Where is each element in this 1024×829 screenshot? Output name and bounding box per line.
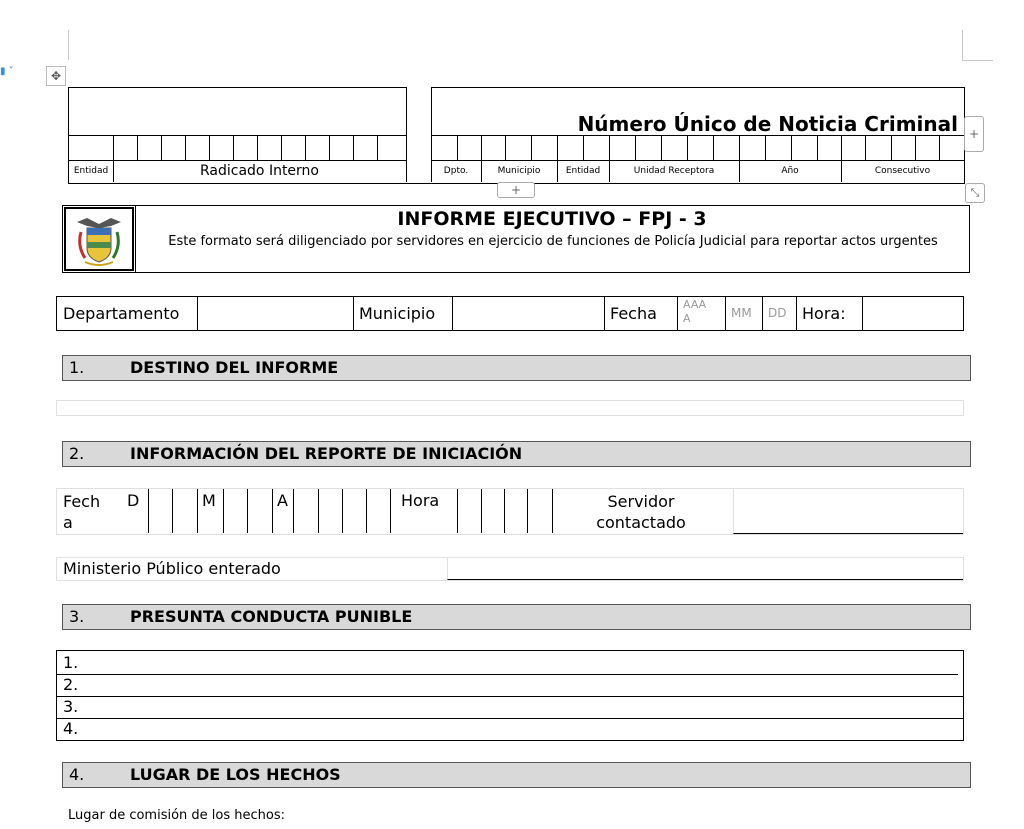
coat-of-arms-icon [63,206,136,272]
form-header [62,205,970,273]
section-3-number: 3. [69,607,85,626]
report-hora-label: Hora [401,491,440,510]
section-2-title: INFORMACIÓN DEL REPORTE DE INICIACIÓN [130,444,523,463]
fecha-label: Fecha [610,304,657,323]
ministerio-label: Ministerio Público enterado [63,559,281,578]
table-resize-icon[interactable]: ⤡ [965,183,985,203]
report-fecha-label: Fecha [63,492,101,532]
report-a-label: A [277,491,288,510]
page-corner-tl [68,30,69,60]
side-marker-icon: ▮ ˅ [0,66,14,77]
conducta-item-2[interactable]: 2. [57,674,963,697]
add-column-button[interactable]: + [964,116,984,152]
add-row-button[interactable]: + [497,182,535,198]
hora-field[interactable] [863,297,963,330]
nunc-label-dpto: Dpto. [443,166,469,176]
destino-field[interactable] [56,400,964,416]
ministerio-row [56,557,964,581]
report-year-boxes[interactable] [293,489,391,533]
section-2-header [62,441,971,467]
conducta-item-3[interactable]: 3. [57,696,963,719]
report-m-label: M [202,491,216,510]
section-4-title: LUGAR DE LOS HECHOS [130,765,341,784]
section-3-title: PRESUNTA CONDUCTA PUNIBLE [130,607,413,626]
ministerio-field[interactable] [447,558,963,580]
section-3-header [62,604,971,630]
month-field[interactable]: MM [731,306,752,320]
table-move-handle-icon[interactable]: ✥ [46,66,66,86]
nunc-title: Número Único de Noticia Criminal [577,112,958,136]
form-title: INFORME EJECUTIVO – FPJ - 3 [397,208,707,230]
form-subtitle: Este formato será diligenciado por servidores en ejercicio de funciones de Policía Judicial para reportar actos urgentes [168,234,938,249]
departamento-label: Departamento [63,304,180,323]
nunc-label-entidad: Entidad [73,166,109,176]
servidor-contactado-field[interactable] [733,489,963,534]
location-row [56,296,964,331]
conducta-list [56,650,964,741]
section-2-number: 2. [69,444,85,463]
report-row [56,488,964,535]
day-field[interactable]: DD [768,306,787,320]
municipio-field[interactable] [453,297,603,330]
report-day-boxes[interactable] [148,489,198,533]
municipio-label: Municipio [359,304,436,323]
page-corner-tr [962,30,993,61]
servidor-contactado-label: Servidor contactado [596,492,686,532]
hora-label: Hora: [802,304,846,323]
section-4-number: 4. [69,765,85,784]
lugar-label: Lugar de comisión de los hechos: [68,808,286,823]
nunc-label-radicado: Radicado Interno [199,163,319,179]
section-1-header [62,355,971,381]
nunc-label-entidad-2: Entidad [565,166,601,176]
departamento-field[interactable] [198,297,352,330]
year-field[interactable]: AAAA [683,298,707,325]
report-month-boxes[interactable] [223,489,273,533]
nunc-gap [406,87,432,182]
nunc-label-municipio: Municipio [497,166,541,176]
nunc-table [68,87,965,184]
report-hora-boxes[interactable] [457,489,553,533]
section-4-header [62,762,971,788]
section-1-title: DESTINO DEL INFORME [130,358,339,377]
nunc-label-ano: Año [781,166,799,176]
nunc-label-unidad: Unidad Receptora [633,166,715,176]
section-1-number: 1. [69,358,85,377]
conducta-item-1[interactable]: 1. [57,652,958,675]
conducta-item-4[interactable]: 4. [63,719,79,738]
nunc-label-consecutivo: Consecutivo [874,166,931,176]
report-d-label: D [127,491,140,510]
